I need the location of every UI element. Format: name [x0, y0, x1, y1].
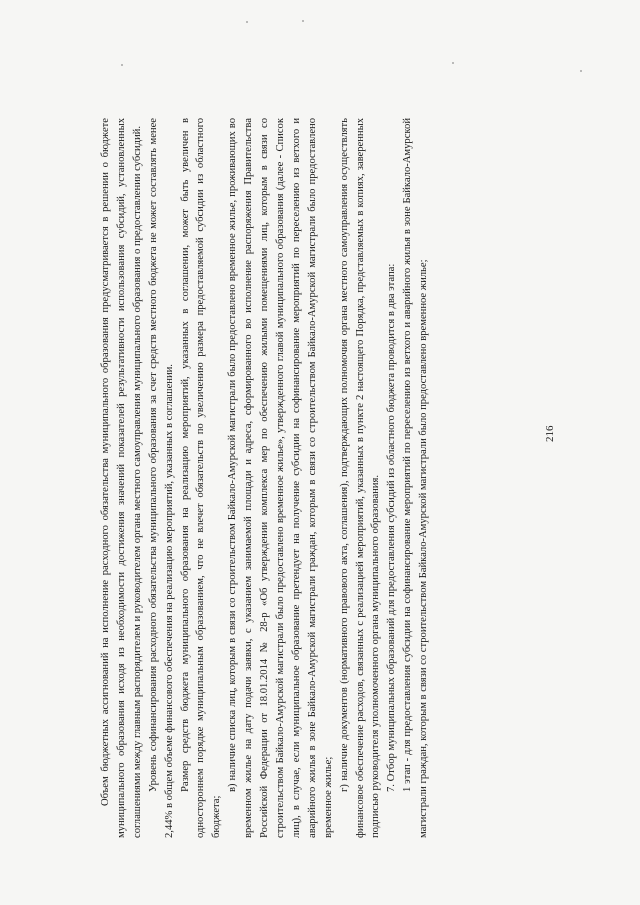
scan-speck	[121, 64, 123, 66]
paragraph-item-v-list-of-persons: в) наличие списка лиц, которым в связи со строительством Байкало-Амурской магистрали было предоставлено временное жилье, проживающих во временном жилье на дату подачи заявки, с указанием занимаемой площади и адреса, сформированного во исполнение распоряжения Правительства Российской Федерации от 18.01.2014 № 28-р «Об утверждении комплекса мер по обеспечению жилыми помещениями лиц, которым в связи со строительством Байкало-Амурской магистрали было предоставлено временное жилье», утвержденного главой муниципального образования (далее - Список лиц), в случае, если муниципальное образование претендует на получение субсидии на софинансирование мероприятий по переселению из ветхого и аварийного жилья в зоне Байкало-Амурской магистрали граждан, которым в связи со строительством Байкало-Амурской магистрали было предоставлено временное жилье;	[227, 118, 334, 838]
paragraph-selection-stages: 7. Отбор муниципальных образований для предоставления субсидий из областного бюджета проводится в два этапа:	[386, 263, 398, 792]
paragraph-budget-allocations: Объем бюджетных ассигнований на исполнение расходного обязательства муниципального образования предусматривается в решении о бюджете муниципального образования исходя из необходимости достижения значений показателей результативности использования субсидий, установленных соглашениями между главным распорядителем и руководителем органа местного самоуправления муниципального образования о предоставлении субсидий.	[100, 118, 143, 838]
paragraph-cofinancing-level: Уровень софинансирования расходного обязательства муниципального образования за счет средств местного бюджета не может составлять менее 2,44% в общем объеме финансового обеспечения на реализацию мероприятий, указанных в соглашении.	[147, 118, 175, 838]
scan-speck	[452, 62, 454, 64]
scan-speck	[302, 20, 304, 22]
page-number: 216	[544, 425, 556, 442]
paragraph-item-g-documents: г) наличие документов (нормативного правового акта, соглашения), подтверждающих полномочия органа местного самоуправления осуществлять финансовое обеспечение расходов, связанных с реализацией мероприятий, указанных в пункте 2 настоящего Порядка, представляемых в копиях, заверенных подписью руководителя уполномоченного органа муниципального образования.	[338, 118, 382, 838]
scan-speck	[246, 21, 248, 23]
paragraph-stage-1: 1 этап - для предоставления субсидии на софинансирование мероприятий по переселению из ветхого и аварийного жилья в зоне Байкало-Амурской магистрали граждан, которым в связи со строительством Байкало-Амурской магистрали было предоставлено временное жилье;	[402, 118, 430, 838]
page-text	[98, 118, 528, 838]
scan-speck	[580, 70, 582, 72]
paragraph-budget-amount: Размер средств бюджета муниципального образования на реализацию мероприятий, указанных в соглашении, может быть увеличен в одностороннем порядке муниципальным образованием, что не влечет обязательств по увеличению размера предоставляемой субсидии из областного бюджета;	[179, 118, 223, 838]
